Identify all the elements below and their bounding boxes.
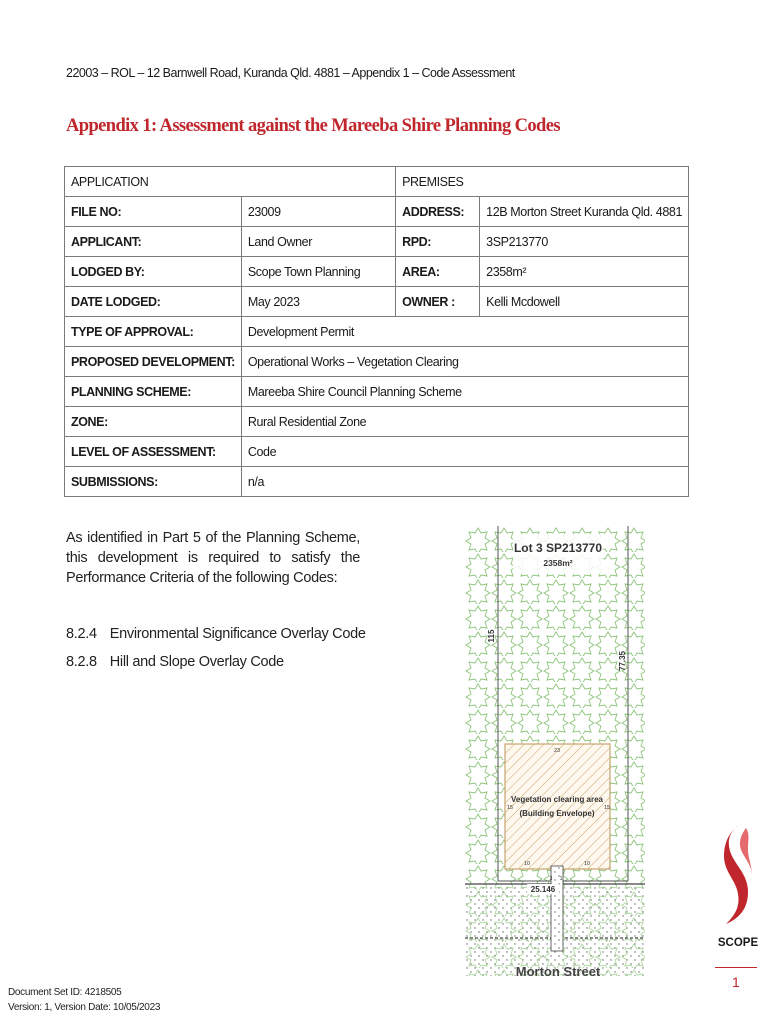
envelope-label-1: Vegetation clearing area: [510, 795, 604, 804]
table-heading-row: [65, 167, 689, 197]
row-label: PLANNING SCHEME:: [65, 377, 242, 407]
row-value: Land Owner: [241, 227, 395, 257]
code-name: Hill and Slope Overlay Code: [109, 654, 284, 670]
scope-logo: [718, 822, 758, 950]
row-value: 2358m²: [480, 257, 689, 287]
envelope-dim-top: 23: [553, 748, 561, 754]
document-version: Version: 1, Version Date: 10/05/2023: [8, 1002, 161, 1013]
row-label: LODGED BY:: [65, 257, 242, 287]
building-envelope: [505, 744, 610, 869]
row-label: RPD:: [396, 227, 480, 257]
row-value: 12B Morton Street Kuranda Qld. 4881: [480, 197, 689, 227]
table-row: [65, 407, 689, 437]
row-label: DATE LODGED:: [65, 287, 242, 317]
envelope-dim-bottom-left: 10: [523, 861, 531, 867]
envelope-dim-left: 15: [506, 805, 514, 811]
code-item: [66, 652, 366, 680]
frontage-dimension: 25.146: [530, 885, 556, 894]
table-row: [65, 317, 689, 347]
table-row: [65, 377, 689, 407]
row-value: Code: [241, 437, 688, 467]
code-number: 8.2.4: [66, 626, 97, 642]
code-name: Environmental Significance Overlay Code: [109, 626, 366, 642]
row-label: PROPOSED DEVELOPMENT:: [65, 347, 242, 377]
front-dim-small-2: 1: [559, 876, 563, 882]
table-row: [65, 287, 689, 317]
intro-paragraph: As identified in Part 5 of the Planning Scheme, this development is required to satisfy the Performance Criteria of the following Codes:: [66, 530, 360, 586]
row-value: Development Permit: [241, 317, 688, 347]
premises-heading: PREMISES: [396, 167, 689, 197]
row-label: APPLICANT:: [65, 227, 242, 257]
front-dim-small-1: 3: [549, 876, 553, 882]
document-header: 22003 – ROL – 12 Barnwell Road, Kuranda Qld. 4881 – Appendix 1 – Code Assessment: [66, 66, 515, 80]
code-item: [66, 624, 366, 652]
row-label: OWNER :: [396, 287, 480, 317]
dimension-left: 115: [487, 629, 496, 643]
row-value: Kelli Mcdowell: [480, 287, 689, 317]
row-value: Operational Works – Vegetation Clearing: [241, 347, 688, 377]
row-value: May 2023: [241, 287, 395, 317]
lot-area: 2358m²: [543, 558, 573, 568]
lot-label: Lot 3 SP213770: [513, 541, 603, 555]
row-label: TYPE OF APPROVAL:: [65, 317, 242, 347]
row-label: ZONE:: [65, 407, 242, 437]
table-row: [65, 437, 689, 467]
code-list: [66, 624, 366, 680]
street-name: Morton Street: [515, 964, 601, 979]
footer-rule: [715, 967, 757, 968]
envelope-label-2: (Building Envelope): [519, 809, 595, 818]
document-set-footer: [8, 985, 160, 1015]
row-label: LEVEL OF ASSESSMENT:: [65, 437, 242, 467]
row-label: ADDRESS:: [396, 197, 480, 227]
row-label: SUBMISSIONS:: [65, 467, 242, 497]
table-row: [65, 227, 689, 257]
envelope-dim-bottom-right: 10: [583, 861, 591, 867]
table-row: [65, 347, 689, 377]
row-value: n/a: [241, 467, 688, 497]
row-label: AREA:: [396, 257, 480, 287]
logo-text: SCOPE: [718, 937, 758, 949]
dimension-right: 77.35: [618, 650, 627, 672]
document-set-id: Document Set ID: 4218505: [8, 987, 122, 998]
table-row: [65, 257, 689, 287]
page-title: Appendix 1: Assessment against the Mareeba Shire Planning Codes: [66, 116, 560, 136]
row-value: 23009: [241, 197, 395, 227]
table-row: [65, 197, 689, 227]
application-table: [64, 166, 689, 497]
row-value: Mareeba Shire Council Planning Scheme: [241, 377, 688, 407]
row-value: Scope Town Planning: [241, 257, 395, 287]
row-value: Rural Residential Zone: [241, 407, 688, 437]
row-value: 3SP213770: [480, 227, 689, 257]
table-row: [65, 467, 689, 497]
envelope-dim-right: 15: [603, 805, 611, 811]
application-heading: APPLICATION: [65, 167, 396, 197]
site-plan-map: [465, 526, 645, 996]
page-number: 1: [732, 974, 740, 990]
code-number: 8.2.8: [66, 654, 97, 670]
row-label: FILE NO:: [65, 197, 242, 227]
